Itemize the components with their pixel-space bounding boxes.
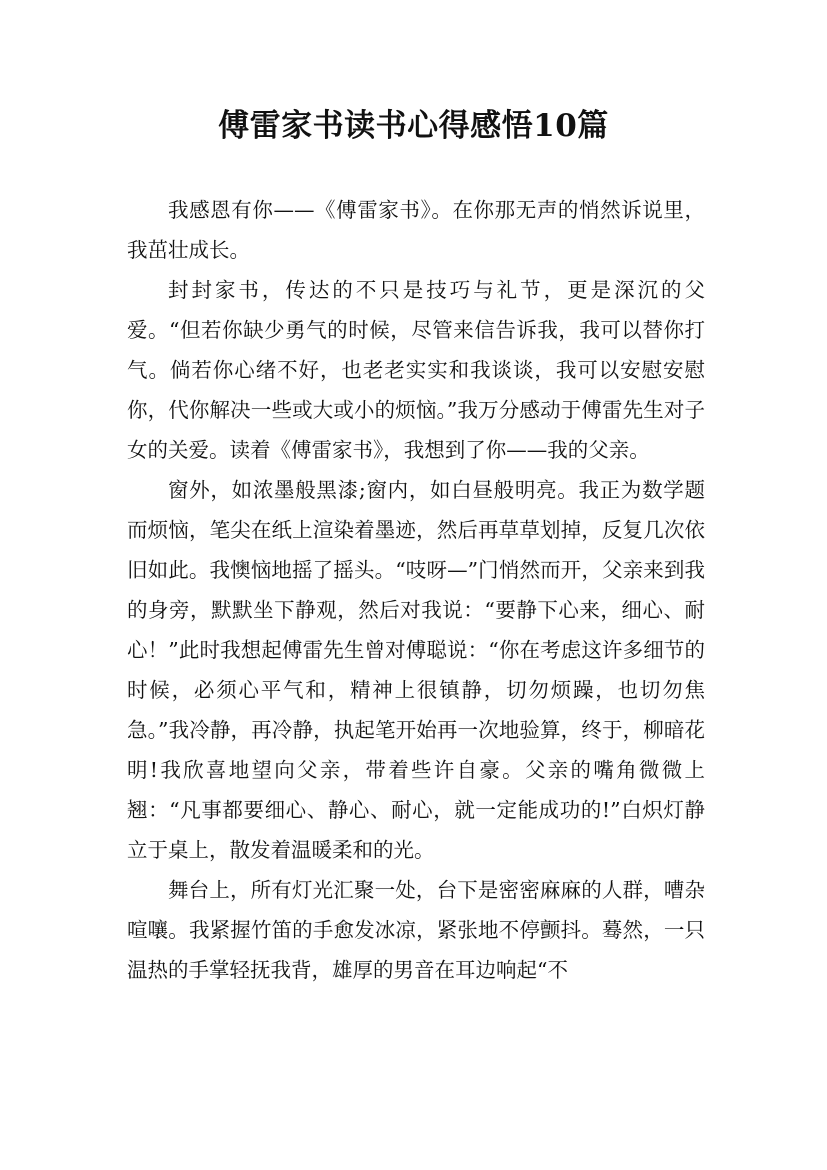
paragraph-3: 窗外，如浓墨般黑漆;窗内，如白昼般明亮。我正为数学题而烦恼，笔尖在纸上渲染着墨迹，然后再草草划掉，反复几次依旧如此。我懊恼地摇了摇头。“吱呀—”门悄然而开，父亲来到我的身旁，默默坐下静观，然后对我说：“要静下心来，细心、耐心！”此时我想起傅雷先生曾对傅聪说：“你在考虑这许多细节的时候，必须心平气和，精神上很镇静，切勿烦躁，也切勿焦急。”我冷静，再冷静，执起笔开始再一次地验算，终于，柳暗花明!我欣喜地望向父亲，带着些许自豪。父亲的嘴角微微上翘：“凡事都要细心、静心、耐心，就一定能成功的!”白炽灯静立于桌上，散发着温暖柔和的光。	[127, 478, 705, 862]
paragraph-1: 我感恩有你——《傅雷家书》。在你那无声的悄然诉说里，我茁壮成长。	[127, 198, 705, 262]
document-title: 傅雷家书读书心得感悟10篇	[218, 108, 609, 144]
paragraph-4: 舞台上，所有灯光汇聚一处，台下是密密麻麻的人群，嘈杂喧嚷。我紧握竹笛的手愈发冰凉，紧张地不停颤抖。蓦然，一只温热的手掌轻抚我背，雄厚的男音在耳边响起“不	[127, 878, 705, 982]
document-body	[127, 190, 705, 990]
paragraph-2: 封封家书，传达的不只是技巧与礼节，更是深沉的父爱。“但若你缺少勇气的时候，尽管来信告诉我，我可以替你打气。倘若你心绪不好，也老老实实和我谈谈，我可以安慰安慰你，代你解决一些或大或小的烦恼。”我万分感动于傅雷先生对子女的关爱。读着《傅雷家书》，我想到了你——我的父亲。	[127, 278, 705, 462]
